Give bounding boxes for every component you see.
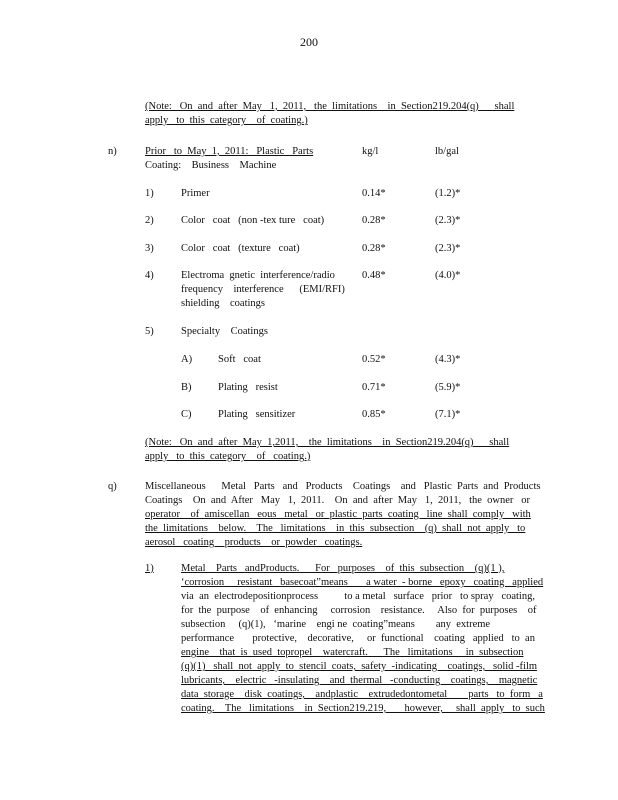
note-mid	[145, 436, 525, 464]
sub-q1-line-6: performance protective, decorative, or functional coating applied to an	[181, 633, 535, 644]
section-n-title	[145, 145, 355, 173]
section-n-marker: n)	[108, 146, 117, 157]
subitem-c-lb: (7.1)*	[435, 409, 461, 420]
item-2-label: Color coat (non -tex ture coat)	[181, 215, 325, 226]
sub-q1-line-10: data storage disk coatings, andplastic extrudedontometal parts to form a	[181, 689, 543, 700]
section-q-line-1: Miscellaneous Metal Parts and Products Coatings and Plastic Parts and Products	[145, 481, 541, 492]
sub-q1-line-1-text: Metal Parts andProducts. For purposes of this subsection (q)(1 ),	[181, 563, 505, 574]
item-3-lb: (2.3)*	[435, 243, 461, 254]
unit-kg-header: kg/l	[362, 146, 379, 157]
page-number: 200	[300, 35, 318, 49]
subitem-a-label: Soft coat	[218, 354, 261, 365]
sub-q1-line-3: via an electrodepositionprocess to a metal surface prior to spray coating,	[181, 591, 535, 602]
note-mid-line-2: apply to this category of coating.)	[145, 451, 311, 462]
sub-q1-line-8: (q)(1) shall not apply to stencil coats, safety -indicating coatings, solid -film	[181, 661, 538, 672]
sub-q1-line-4: for the purpose of enhancing corrosion resistance. Also for purposes of	[181, 605, 537, 616]
sub-q1-line-1	[181, 562, 531, 576]
note-top	[145, 100, 525, 128]
item-2-kg: 0.28*	[362, 215, 386, 226]
item-5-label: Specialty Coatings	[181, 326, 268, 337]
item-2-number: 2)	[145, 215, 154, 226]
item-1-number: 1)	[145, 188, 154, 199]
subitem-a-kg: 0.52*	[362, 354, 386, 365]
item-4-number: 4)	[145, 270, 154, 281]
subitem-a-letter: A)	[181, 354, 193, 365]
item-2-lb: (2.3)*	[435, 215, 461, 226]
subitem-c-label: Plating sensitizer	[218, 409, 296, 420]
sub-q1-body	[181, 562, 545, 716]
section-q-line-3: operator of amiscellan eous metal or plastic parts coating line shall comply with	[145, 509, 531, 520]
note-top-line-1: (Note: On and after May 1, 2011, the limitations in Section219.204(q) shall	[145, 101, 515, 112]
item-3-label: Color coat (texture coat)	[181, 243, 300, 254]
item-4-label-line-1: Electroma gnetic interference/radio	[181, 270, 335, 281]
subitem-a-lb: (4.3)*	[435, 354, 461, 365]
unit-lb-header: lb/gal	[435, 146, 459, 157]
subitem-c-kg: 0.85*	[362, 409, 386, 420]
sub-q1-line-7: engine that is used topropel watercraft. The limitations in subsection	[181, 647, 524, 658]
section-n-title-line-2: Coating: Business Machine	[145, 160, 277, 171]
item-1-label: Primer	[181, 188, 210, 199]
note-top-line-2: apply to this category of coating.)	[145, 115, 308, 126]
subitem-b-lb: (5.9)*	[435, 382, 461, 393]
section-q-marker: q)	[108, 481, 117, 492]
item-4-label	[181, 269, 351, 311]
item-1-kg: 0.14*	[362, 188, 386, 199]
section-n-title-line-1: Prior to May 1, 2011: Plastic Parts	[145, 146, 314, 157]
item-4-label-line-2: frequency interference (EMI/RFI)	[181, 284, 345, 295]
item-4-label-line-3: shielding coatings	[181, 298, 265, 309]
subitem-c-letter: C)	[181, 409, 192, 420]
sub-q1-line-11: coating. The limitations in Section219.219, however, shall apply to such	[181, 703, 545, 714]
item-3-kg: 0.28*	[362, 243, 386, 254]
subitem-b-letter: B)	[181, 382, 192, 393]
section-q-line-5: aerosol coating products or powder coatings.	[145, 537, 363, 548]
sub-q1-marker: 1)	[145, 563, 154, 574]
item-4-lb: (4.0)*	[435, 270, 461, 281]
section-q-line-4: the limitations below. The limitations in this subsection (q) shall not apply to	[145, 523, 526, 534]
subitem-b-label: Plating resist	[218, 382, 278, 393]
section-q-body	[145, 480, 541, 550]
section-q-line-2: Coatings On and After May 1, 2011. On and after May 1, 2011, the owner or	[145, 495, 531, 506]
sub-q1-line-5: subsection (q)(1), ‘marine engi ne coating”means any extreme	[181, 619, 491, 630]
note-mid-line-1: (Note: On and after May 1,2011, the limitations in Section219.204(q) shall	[145, 437, 510, 448]
item-4-kg: 0.48*	[362, 270, 386, 281]
item-5-number: 5)	[145, 326, 154, 337]
sub-q1-line-2: ‘corrosion resistant basecoat”means a water - borne epoxy coating applied	[181, 577, 544, 588]
item-1-lb: (1.2)*	[435, 188, 461, 199]
subitem-b-kg: 0.71*	[362, 382, 386, 393]
item-3-number: 3)	[145, 243, 154, 254]
sub-q1-line-9: lubricants, electric -insulating and thermal -conducting coatings, magnetic	[181, 675, 538, 686]
